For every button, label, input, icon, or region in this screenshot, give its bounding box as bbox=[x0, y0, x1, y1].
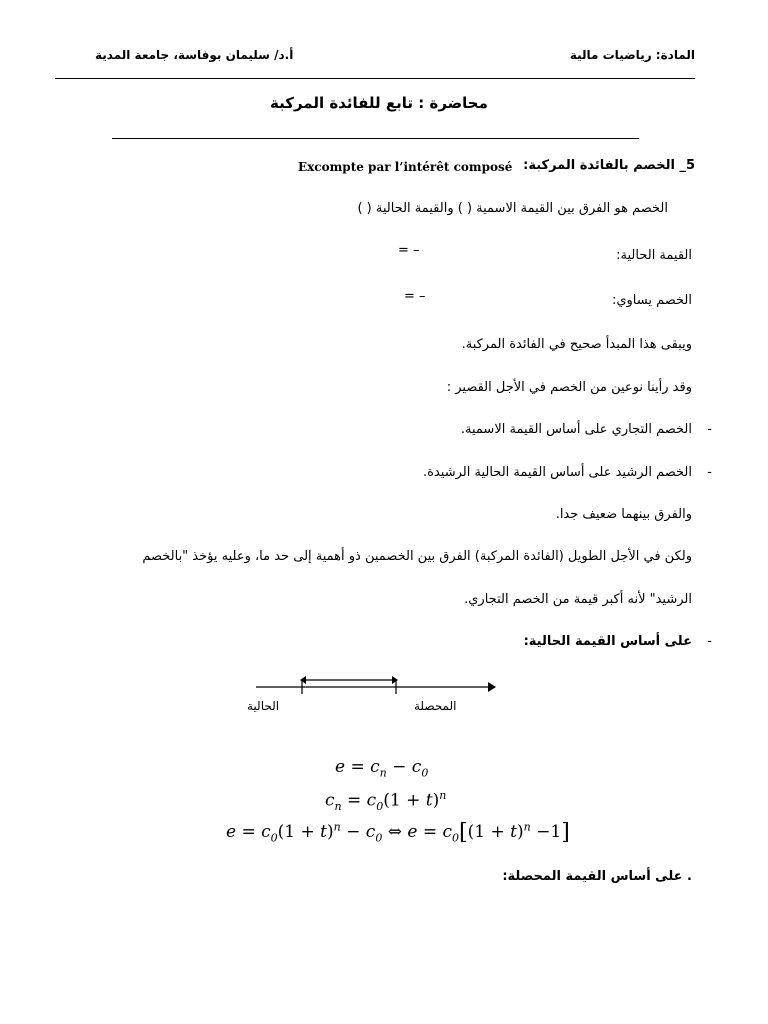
course-subject: المادة: رياضيات مالية bbox=[569, 48, 695, 62]
timeline-diagram bbox=[250, 670, 500, 700]
present-value-label: القيمة الحالية: bbox=[616, 248, 692, 263]
definition-line: الخصم هو الفرق بين القيمة الاسمية ( ) والقيمة الحالية ( ) bbox=[357, 201, 668, 216]
page-title: محاضرة : تابع للفائدة المركبة bbox=[270, 94, 488, 112]
formula-discount: $e = c_n - c_0$ bbox=[335, 757, 429, 780]
bullet-dash: - bbox=[707, 465, 712, 480]
bullet-rational-discount: الخصم الرشيد على أساس القيمة الحالية الرشيدة. bbox=[423, 465, 692, 480]
interval-arrow-right bbox=[392, 676, 398, 684]
present-value-expression: = – bbox=[398, 243, 420, 258]
section-heading: 5_ الخصم بالفائدة المركبة: bbox=[523, 158, 695, 173]
paragraph-line-1: ولكن في الأجل الطويل (الفائدة المركبة) الفرق بين الخصمين ذو أهمية إلى حد ما، وعليه يؤخذ "بالخصم bbox=[142, 549, 692, 564]
paragraph-line-2: الرشيد" لأنه أكبر قيمة من الخصم التجاري. bbox=[464, 592, 692, 607]
section-heading-french: Excompte par l’intérêt composé bbox=[298, 160, 513, 174]
formula-equivalence: $e = c_0(1 + t)^n - c_0$ ⇔ $e = c_0[(1 + t)^n -1]$ bbox=[226, 820, 570, 845]
timeline-label-present: الحالية bbox=[247, 699, 280, 713]
header-rule bbox=[55, 78, 695, 79]
interval-arrow-left bbox=[300, 676, 306, 684]
difference-line: والفرق بينهما ضعيف جدا. bbox=[555, 507, 692, 522]
principle-line: ويبقى هذا المبدأ صحيح في الفائدة المركبة. bbox=[461, 337, 692, 352]
timeline-label-future: المحصلة bbox=[414, 699, 457, 713]
bullet-commercial-discount: الخصم التجاري على أساس القيمة الاسمية. bbox=[460, 422, 692, 437]
basis-present-heading: على أساس القيمة الحالية: bbox=[523, 634, 692, 649]
bullet-dash: - bbox=[707, 422, 712, 437]
basis-future-heading: . على أساس القيمة المحصلة: bbox=[502, 869, 692, 884]
author-credit: أ.د/ سليمان بوفاسة، جامعة المدية bbox=[95, 48, 294, 62]
discount-label: الخصم يساوي: bbox=[611, 293, 692, 308]
timeline-arrowhead bbox=[488, 682, 496, 692]
formula-future-value: $c_n = c_0(1 + t)^n$ bbox=[325, 789, 447, 814]
two-types-line: وقد رأينا نوعين من الخصم في الأجل القصير : bbox=[446, 380, 692, 395]
discount-expression: = – bbox=[404, 289, 426, 304]
title-rule bbox=[112, 138, 639, 139]
bullet-dash: - bbox=[707, 634, 712, 649]
